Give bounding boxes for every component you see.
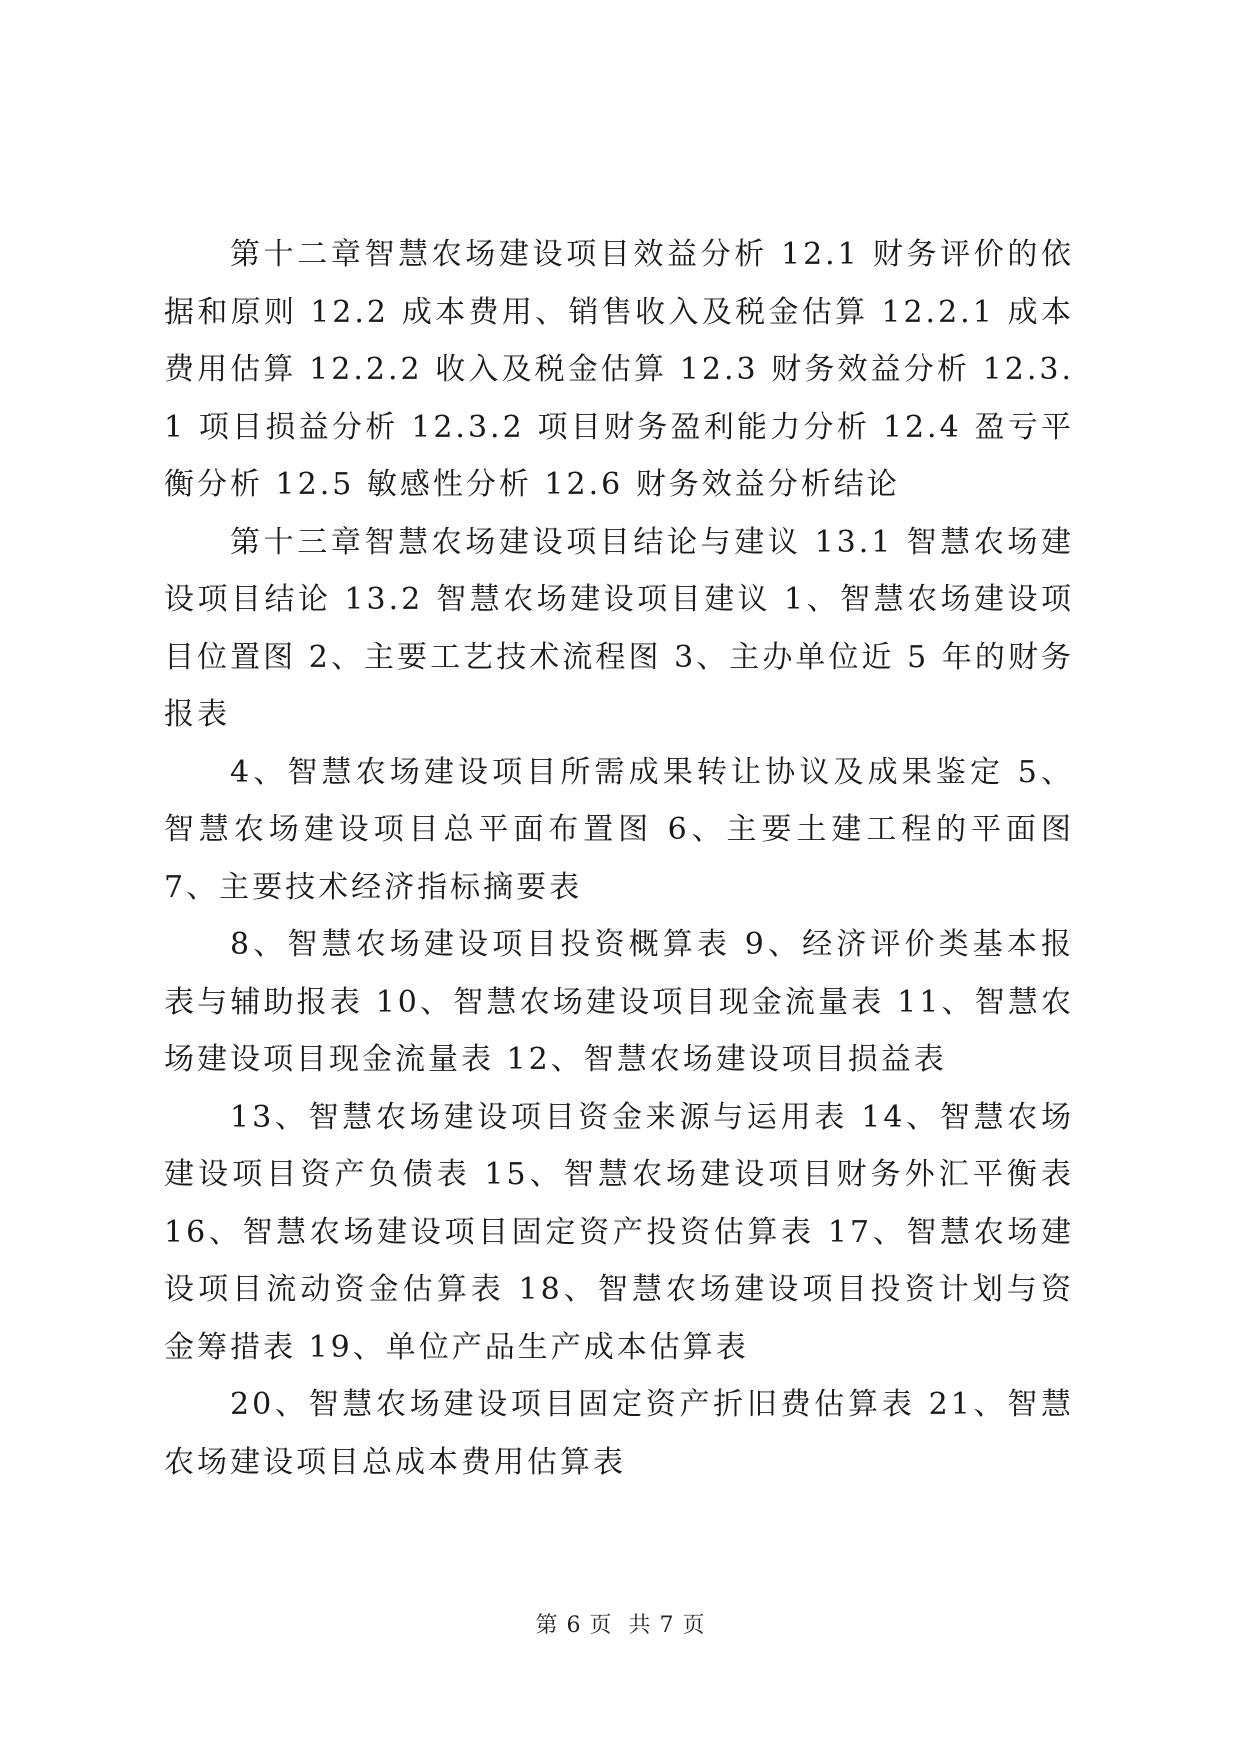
page-footer <box>0 1608 1241 1639</box>
paragraph-attachments-4-7: 4、智慧农场建设项目所需成果转让协议及成果鉴定 5、智慧农场建设项目总平面布置图 6、主要土建工程的平面图 7、主要技术经济指标摘要表 <box>164 754 1074 905</box>
paragraph-attachments-13-19: 13、智慧农场建设项目资金来源与运用表 14、智慧农场建设项目资产负债表 15、智慧农场建设项目财务外汇平衡表 16、智慧农场建设项目固定资产投资估算表 17、智慧农场建设项目流动资金估算表 18、智慧农场建设项目投资计划与资金筹措表 19、单位产品生产成本估算表 <box>164 1099 1074 1365</box>
paragraph-chapter-13: 第十三章智慧农场建设项目结论与建议 13.1 智慧农场建设项目结论 13.2 智慧农场建设项目建议 1、智慧农场建设项目位置图 2、主要工艺技术流程图 3、主办单位近 5 年的财务报表 <box>164 524 1074 732</box>
paragraph-chapter-12: 第十二章智慧农场建设项目效益分析 12.1 财务评价的依据和原则 12.2 成本费用、销售收入及税金估算 12.2.1 成本费用估算 12.2.2 收入及税金估算 12.3 财务效益分析 12.3.1 项目损益分析 12.3.2 项目财务盈利能力分析 12.4 盈亏平衡分析 12.5 敏感性分析 12.6 财务效益分析结论 <box>164 237 1074 502</box>
paragraph-attachments-8-12: 8、智慧农场建设项目投资概算表 9、经济评价类基本报表与辅助报表 10、智慧农场建设项目现金流量表 11、智慧农场建设项目现金流量表 12、智慧农场建设项目损益表 <box>164 927 1074 1077</box>
page-number-label: 第 6 页 共 7 页 <box>535 1613 706 1638</box>
paragraph-attachments-20-21: 20、智慧农场建设项目固定资产折旧费估算表 21、智慧农场建设项目总成本费用估算表 <box>164 1387 1074 1480</box>
document-body <box>164 226 1074 1491</box>
